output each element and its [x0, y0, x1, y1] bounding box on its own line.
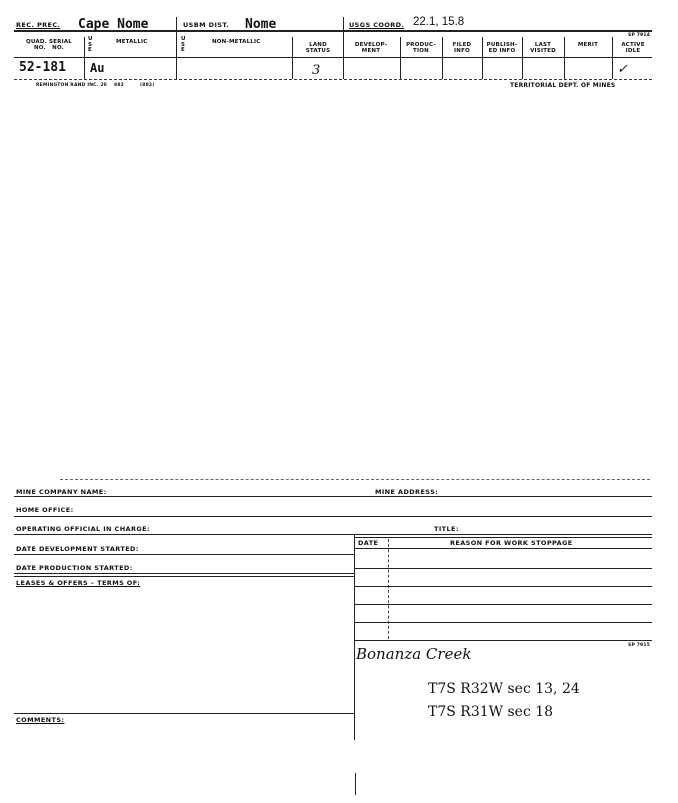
operating-official-label: OPERATING OFFICIAL IN CHARGE: [16, 525, 150, 533]
row-bottom-rule [14, 79, 652, 80]
lower-edge-mark [355, 773, 356, 795]
rule-production [14, 573, 354, 574]
vertical-divider-main [354, 534, 355, 740]
col-metallic: METALLIC [116, 39, 148, 45]
metallic-value: Au [90, 61, 105, 75]
col-filed-info: FILED INFO [452, 42, 472, 54]
stoppage-row-4 [354, 622, 652, 623]
col-last-visited: LAST VISITED [530, 42, 556, 54]
usgs-coord-label: USGS COORD. [349, 21, 405, 29]
date-column-divider [388, 539, 389, 639]
rec-prec-label: REC. PREC. [16, 21, 61, 29]
usgs-coord-value: 22.1, 15.8 [413, 16, 465, 28]
col-use-nonmetallic: U S E [181, 36, 186, 53]
rule-development [14, 554, 354, 555]
rule-official [14, 534, 652, 535]
handwritten-location: Bonanza Creek [356, 645, 472, 663]
stoppage-row-2 [354, 586, 652, 587]
stoppage-row-3 [354, 604, 652, 605]
reason-column-header: REASON FOR WORK STOPPAGE [450, 539, 573, 547]
active-idle-mark: ✓ [617, 62, 628, 77]
comments-label: COMMENTS: [16, 716, 65, 724]
col-quad-serial: QUAD. SERIAL NO. NO. [26, 39, 72, 51]
mine-address-label: MINE ADDRESS: [375, 488, 439, 496]
usbm-dist-value: Nome [245, 17, 277, 32]
leases-offers-label: LEASES & OFFERS – TERMS OF: [16, 579, 141, 587]
footer-printer: REMINGTON RAND INC. 20 [36, 83, 107, 88]
col-published-info: PUBLISH- ED INFO [486, 42, 518, 54]
col-divider [84, 37, 85, 79]
col-production: PRODUC- TION [406, 42, 436, 54]
col-divider [292, 37, 293, 79]
rule-comments [14, 713, 354, 714]
rule-company [14, 496, 652, 497]
stoppage-row-5 [354, 640, 652, 641]
quad-serial-value: 52-181 [19, 60, 66, 75]
mine-company-name-label: MINE COMPANY NAME: [16, 488, 107, 496]
form-number-back: SP 7915 [628, 643, 651, 648]
form-number-top: SP 7914 [628, 33, 651, 38]
footer-code-1: 882 [114, 83, 124, 88]
col-non-metallic: NON-METALLIC [212, 39, 261, 45]
divider-1 [176, 17, 177, 79]
usbm-dist-label: USBM DIST. [183, 21, 230, 29]
land-status-value: 3 [312, 63, 321, 78]
home-office-label: HOME OFFICE: [16, 506, 74, 514]
rule-double [354, 537, 652, 538]
date-production-started-label: DATE PRODUCTION STARTED: [16, 564, 133, 572]
rec-prec-value: Cape Nome [78, 17, 149, 32]
handwritten-township-1: T7S R32W sec 13, 24 [428, 681, 580, 697]
col-land-status: LAND STATUS [305, 42, 331, 54]
col-merit: MERIT [577, 42, 599, 48]
footer-territorial: TERRITORIAL DEPT. OF MINES [510, 82, 616, 89]
card-edge-top [60, 479, 650, 480]
date-column-header: DATE [358, 539, 379, 547]
col-active-idle: ACTIVE IDLE [621, 42, 645, 54]
col-use-metallic: U S E [88, 36, 93, 53]
rule-production-double [14, 576, 354, 577]
rule-stoppage-header [354, 548, 652, 549]
title-label: TITLE: [434, 525, 459, 533]
rule-home-office [14, 516, 652, 517]
footer-code-2: (882) [140, 83, 155, 88]
header-bottom-rule [14, 57, 652, 58]
col-development: DEVELOP- MENT [354, 42, 388, 54]
date-development-started-label: DATE DEVELOPMENT STARTED: [16, 545, 139, 553]
stoppage-row-1 [354, 568, 652, 569]
handwritten-township-2: T7S R31W sec 18 [428, 704, 554, 720]
